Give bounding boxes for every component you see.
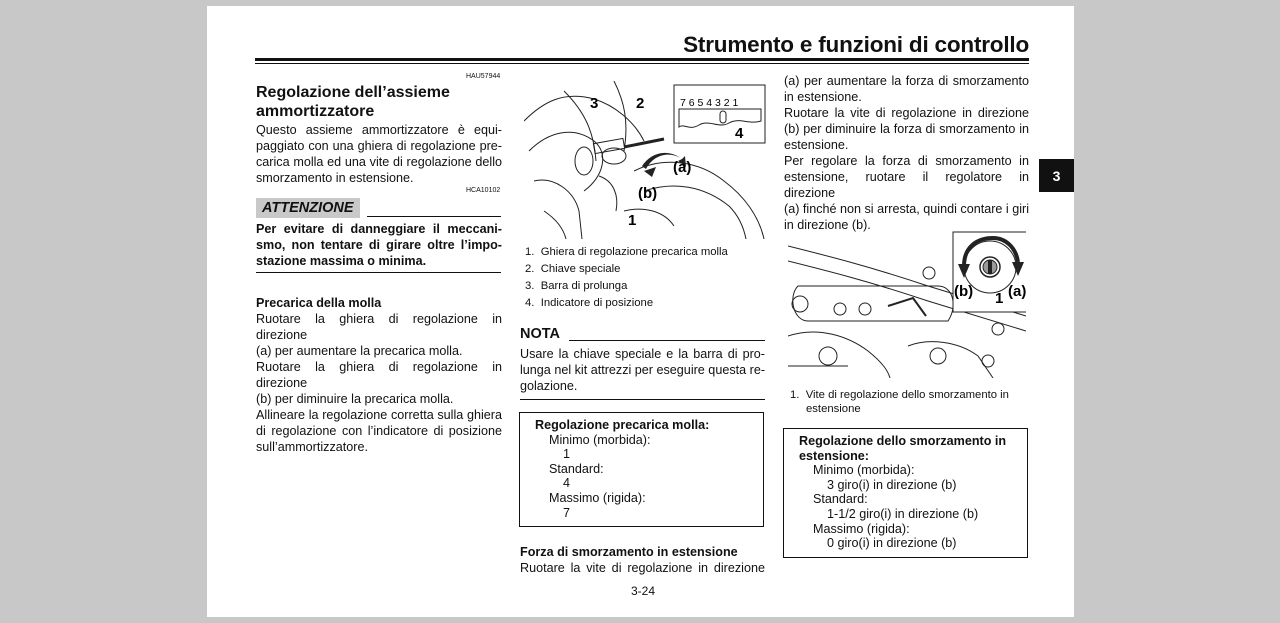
section-heading: Regolazione dell’assieme ammortizzatore [256, 84, 450, 120]
header-rule [255, 58, 1029, 61]
caption-item: 3. Barra di prolunga [525, 280, 628, 292]
preload-spec-box: Regolazione precarica molla: Minimo (morbida): 1 Standard: 4 Massimo (rigida): 7 [519, 412, 764, 527]
fig-label-4: 4 [735, 125, 744, 142]
caution-text: Per evitare di danneggiare il meccani- smo, non tentare di girare oltre l’impo- stazione massima o minima. [256, 222, 502, 268]
rebound-spec-box: Regolazione dello smorzamento in estensione: Minimo (morbida): 3 giro(i) in direzione (b) Standard: 1-1/2 giro(i) in direzione (b) Massimo (rigida): 0 giro(i) in direzione (b) [783, 428, 1028, 558]
rebound-figure-caption: 1. Vite di regolazione dello smorzamento in estensione [790, 389, 1009, 415]
intro-paragraph: Questo assieme ammortizzatore è equi- paggiato con una ghiera di regolazione pre- carica molla ed una vite di regolazione dello smorzamento in estensione. [256, 123, 502, 185]
section-code: HAU57944 [466, 73, 501, 80]
fig-label-b: (b) [638, 185, 658, 202]
caution-code: HCA10102 [466, 187, 501, 194]
rebound-text: (a) per aumentare la forza di smorzamento in estensione. Ruotare la vite di regolazione in direzione (b) per diminuire la forza di smorzamento in estensione. Per regolare la forza di smorzamento in estensione, ruotare il regolatore in direzione (a) finché non si arresta, quindi contare i giri in direzione (b). [784, 74, 1030, 232]
caution-label: ATTENZIONE [256, 198, 360, 218]
spring-preload-text: Ruotare la ghiera di regolazione in direzione (a) per aumentare la precarica molla. Ruotare la ghiera di regolazione in direzione (b) per diminuire la precarica molla. Allineare la regolazione corretta sulla ghiera di regolazione con l’indicatore di posizione sull’ammortizzatore. [256, 312, 502, 454]
note-text: Usare la chiave speciale e la barra di pro- lunga nel kit attrezzi per eseguire questa re- golazione. [520, 347, 766, 393]
caution-rule [367, 216, 501, 217]
page-number: 3-24 [631, 584, 656, 598]
fig-label-3: 3 [590, 95, 599, 112]
rebound-adjuster-illustration [788, 226, 1026, 378]
preload-adjuster-illustration [524, 81, 766, 239]
note-bottom-rule [520, 399, 765, 400]
fig2-label-a: (a) [1008, 283, 1026, 300]
note-rule [569, 340, 765, 341]
fig2-label-b: (b) [954, 283, 974, 300]
page-title: Strumento e funzioni di controllo [683, 32, 1029, 57]
manual-page [207, 6, 1074, 617]
rebound-heading: Forza di smorzamento in estensione [520, 545, 738, 559]
caption-item: 1. Ghiera di regolazione precarica molla [525, 246, 728, 258]
header-rule-thin [255, 63, 1029, 64]
fig-label-1: 1 [628, 212, 637, 229]
rebound-text-start: Ruotare la vite di regolazione in direzione [520, 561, 765, 575]
note-label: NOTA [520, 326, 561, 342]
caption-item: 2. Chiave speciale [525, 263, 621, 275]
caption-item: 4. Indicatore di posizione [525, 297, 654, 309]
chapter-tab: 3 [1039, 159, 1074, 192]
spring-preload-heading: Precarica della molla [256, 296, 382, 310]
preload-scale-label: 7 6 5 4 3 2 1 [680, 97, 739, 109]
preload-figure-captions [525, 244, 728, 312]
fig-label-2: 2 [636, 95, 645, 112]
fig-label-a: (a) [673, 159, 692, 176]
fig2-label-1: 1 [995, 290, 1004, 307]
caution-bottom-rule [256, 272, 501, 273]
